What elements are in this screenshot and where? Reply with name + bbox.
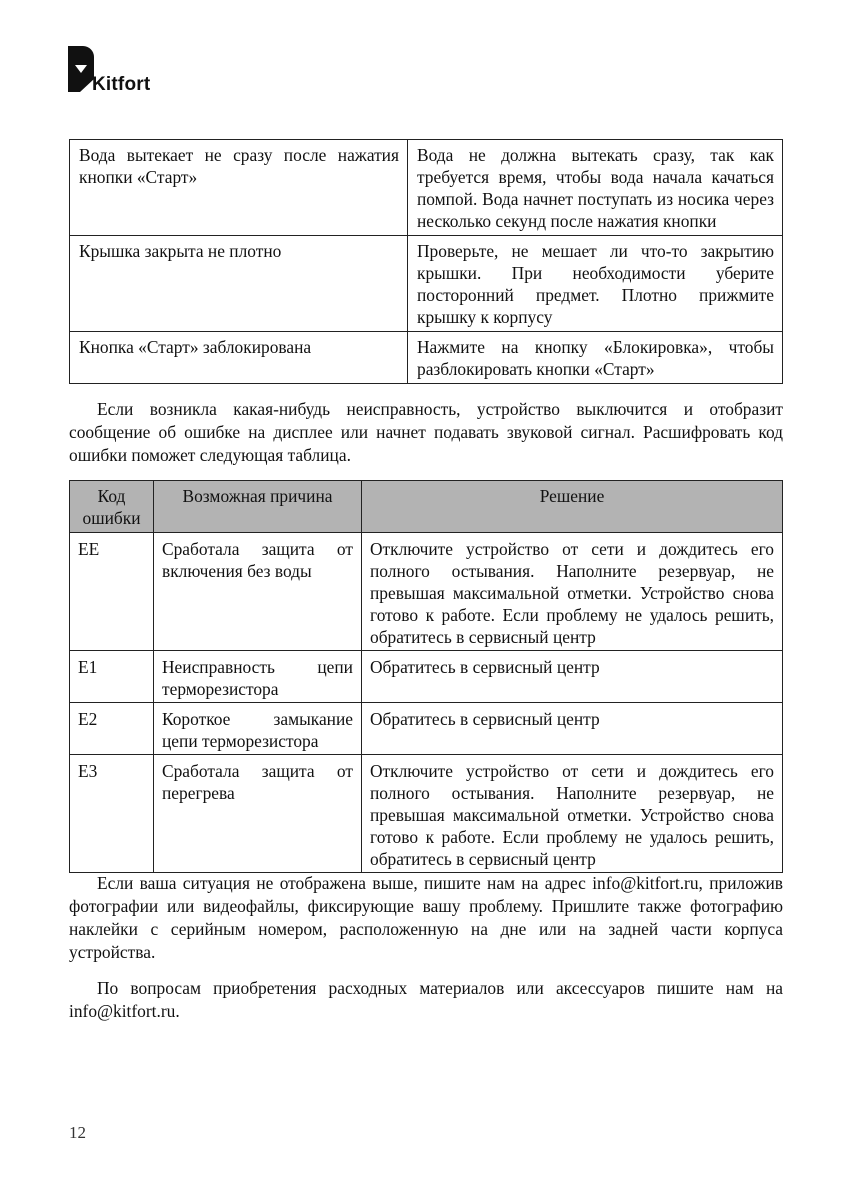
solution-cell: Отключите устройство от сети и дождитесь его полного остывания. Наполните резервуар, не превышая максимальной отметки. Устройство снова готово к работе. Если проблему не удалось решить, обратитесь в сервисный центр xyxy=(362,533,783,651)
troubleshooting-table xyxy=(69,139,783,384)
error-code-cell: E3 xyxy=(70,755,154,873)
solution-cell: Проверьте, не мешает ли что-то закрытию крышки. При необходимости уберите посторонний предмет. Плотно прижмите крышку к корпусу xyxy=(408,236,783,332)
accessories-paragraph: По вопросам приобретения расходных материалов или аксессуаров пишите нам на info@kitfort.ru. xyxy=(69,978,783,1021)
problem-cell: Крышка закрыта не плотно xyxy=(70,236,408,332)
solution-cell: Вода не должна вытекать сразу, так как требуется время, чтобы вода начала качаться помпой. Вода начнет поступать из носика через несколько секунд после нажатия кнопки xyxy=(408,140,783,236)
kitfort-logo-mark-icon xyxy=(68,46,94,92)
solution-cell: Нажмите на кнопку «Блокировка», чтобы разблокировать кнопки «Старт» xyxy=(408,332,783,384)
header-cause: Возможная причина xyxy=(154,481,362,533)
table-row xyxy=(70,332,783,384)
problem-cell: Вода вытекает не сразу после нажатия кнопки «Старт» xyxy=(70,140,408,236)
solution-cell: Обратитесь в сервисный центр xyxy=(362,651,783,703)
table-row xyxy=(70,533,783,651)
solution-cell: Обратитесь в сервисный центр xyxy=(362,703,783,755)
table-row xyxy=(70,755,783,873)
logo-wordmark: Kitfort xyxy=(92,74,151,95)
cause-cell: Неисправность цепи терморезистора xyxy=(154,651,362,703)
problem-cell: Кнопка «Старт» заблокирована xyxy=(70,332,408,384)
error-code-cell: EE xyxy=(70,533,154,651)
table-row xyxy=(70,140,783,236)
error-code-cell: E2 xyxy=(70,703,154,755)
page-number: 12 xyxy=(69,1123,86,1142)
solution-cell: Отключите устройство от сети и дождитесь его полного остывания. Наполните резервуар, не превышая максимальной отметки. Устройство снова готово к работе. Если проблему не удалось решить, обратитесь в сервисный центр xyxy=(362,755,783,873)
header-solution: Решение xyxy=(362,481,783,533)
table-header-row xyxy=(70,481,783,533)
table-row xyxy=(70,236,783,332)
table-row xyxy=(70,651,783,703)
cause-cell: Сработала защита от включения без воды xyxy=(154,533,362,651)
cause-cell: Короткое замыкание цепи терморезистора xyxy=(154,703,362,755)
contact-paragraph: Если ваша ситуация не отображена выше, пишите нам на адрес info@kitfort.ru, приложив фотографии или видеофайлы, фиксирующие вашу проблему. Пришлите также фотографию наклейки с серийным номером, расположенную на дне или на задней части корпуса устройства. xyxy=(69,873,783,962)
table-row xyxy=(70,703,783,755)
cause-cell: Сработала защита от перегрева xyxy=(154,755,362,873)
header-code: Код ошибки xyxy=(70,481,154,533)
error-code-cell: E1 xyxy=(70,651,154,703)
error-codes-table xyxy=(69,480,783,873)
brand-logo xyxy=(68,46,178,98)
error-intro-paragraph: Если возникла какая-нибудь неисправность, устройство выключится и отобразит сообщение об ошибке на дисплее или начнет подавать звуковой сигнал. Расшифровать код ошибки поможет следующая таблица. xyxy=(69,399,783,465)
